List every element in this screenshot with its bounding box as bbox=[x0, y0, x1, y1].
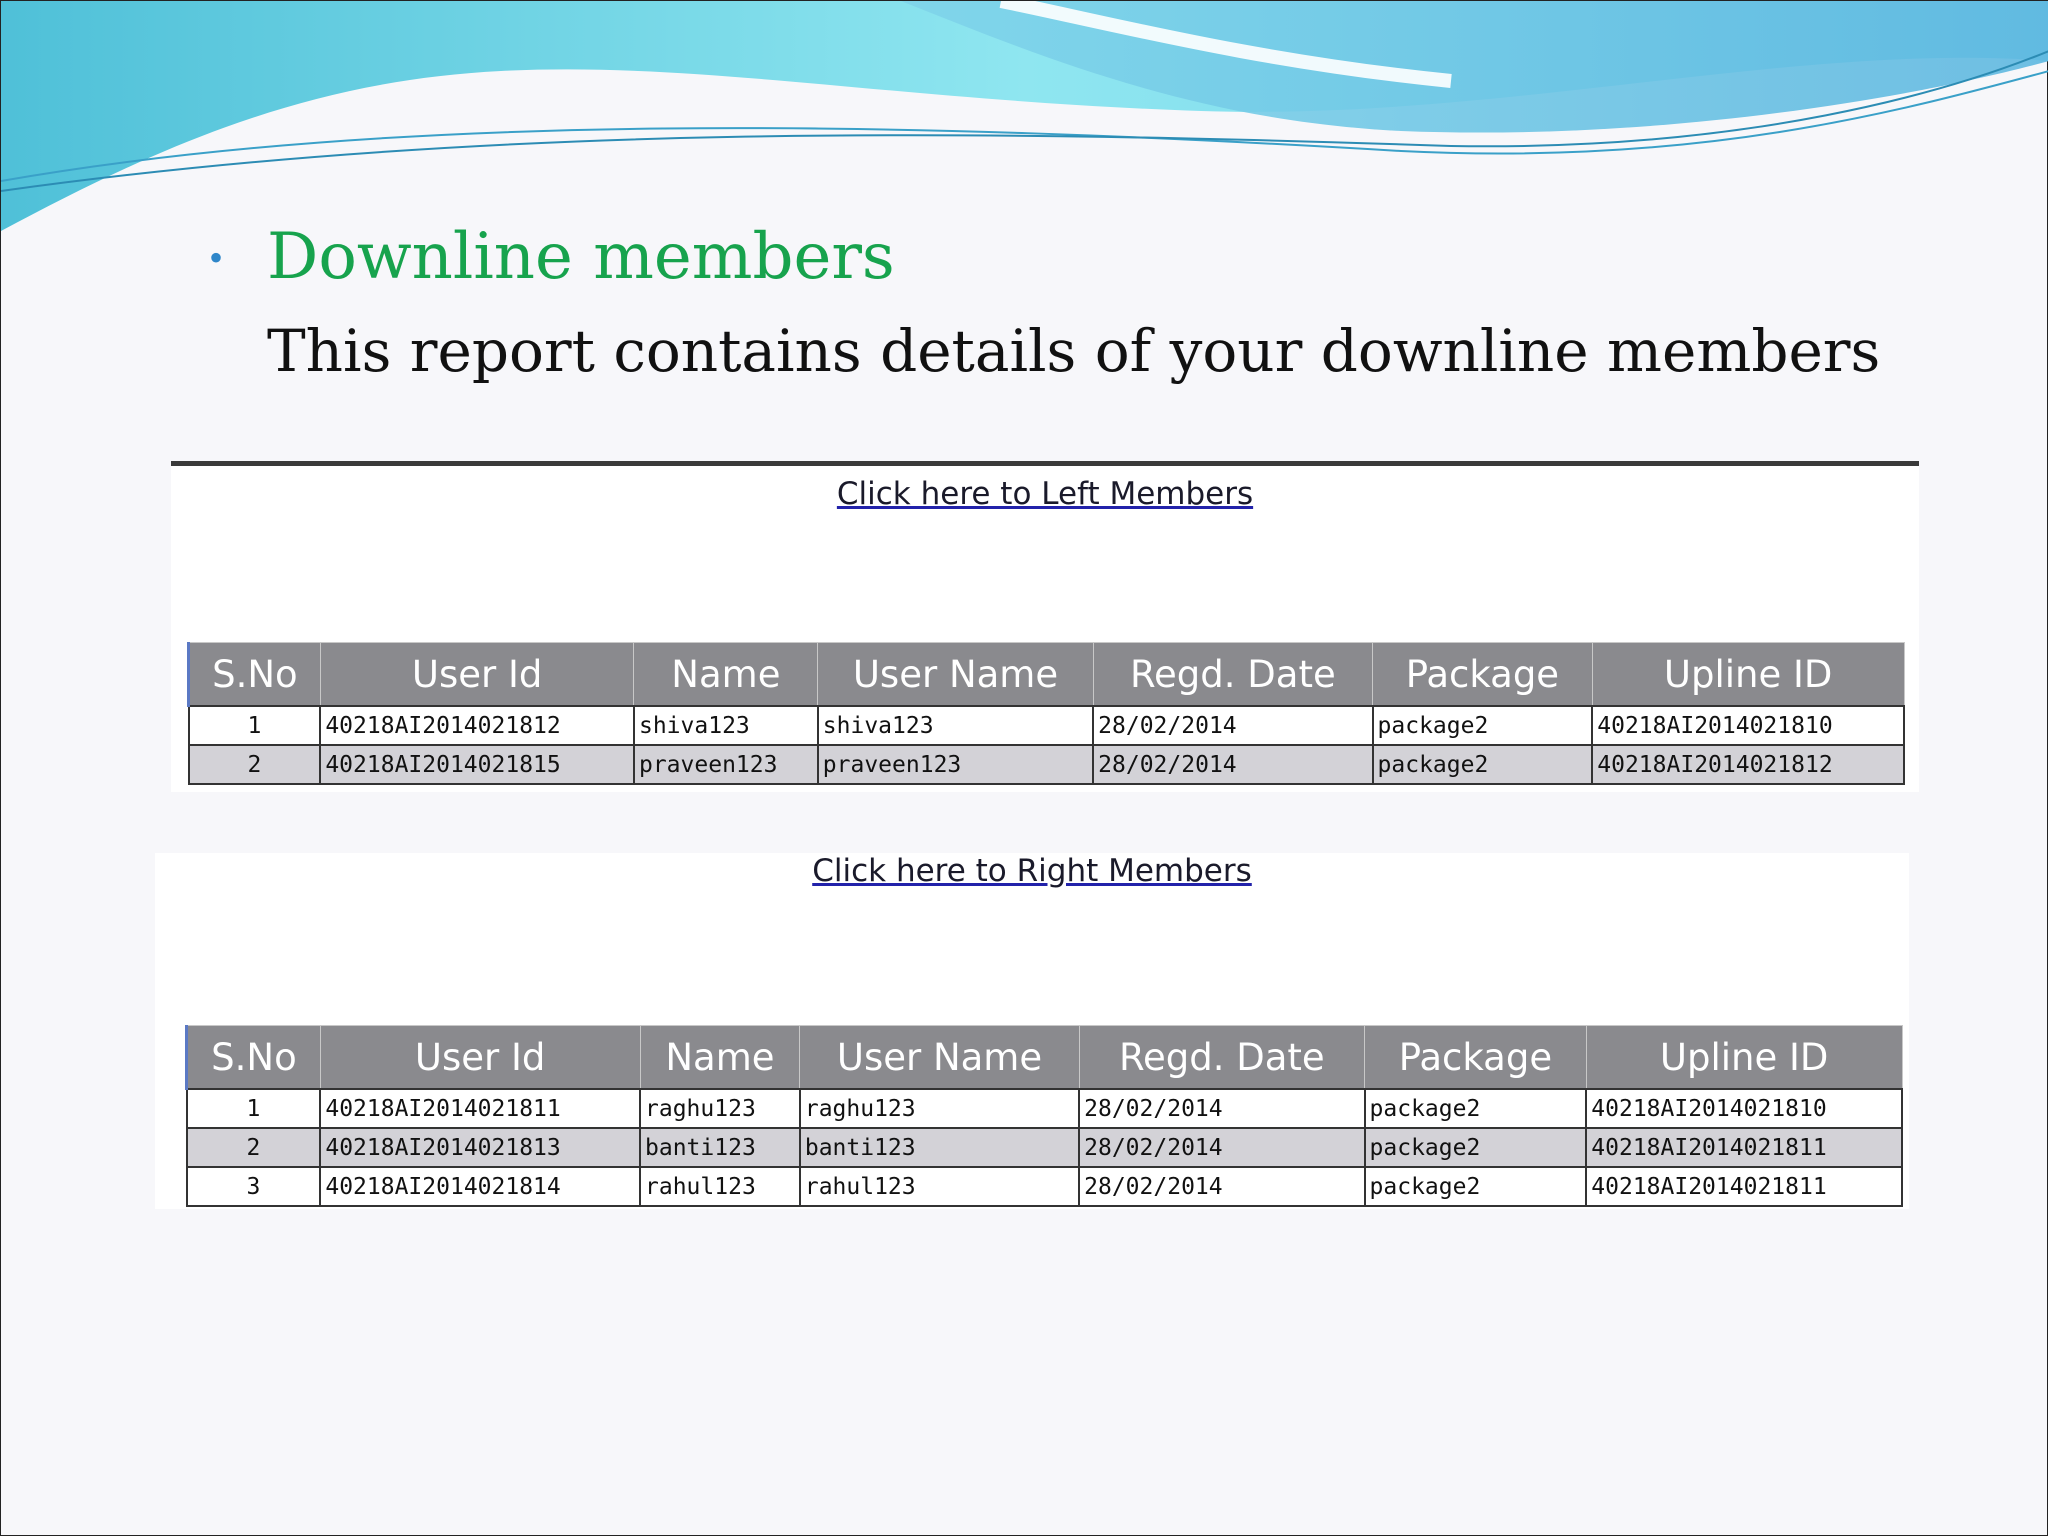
column-header: Name bbox=[640, 1026, 800, 1090]
table-cell: 40218AI2014021814 bbox=[320, 1167, 640, 1206]
column-header: Package bbox=[1365, 1026, 1587, 1090]
table-cell: praveen123 bbox=[818, 745, 1093, 784]
table-row bbox=[187, 1089, 1903, 1128]
table-cell: 40218AI2014021810 bbox=[1586, 1089, 1902, 1128]
table-cell: 2 bbox=[189, 745, 321, 784]
column-header: User Id bbox=[320, 643, 634, 707]
right-members-link[interactable]: Click here to Right Members bbox=[812, 853, 1252, 889]
table-cell: banti123 bbox=[800, 1128, 1079, 1167]
table-cell: 40218AI2014021811 bbox=[1586, 1167, 1902, 1206]
table-cell: 28/02/2014 bbox=[1079, 1128, 1364, 1167]
column-header: Name bbox=[634, 643, 818, 707]
column-header: S.No bbox=[189, 643, 321, 707]
table-cell: 40218AI2014021810 bbox=[1592, 706, 1904, 745]
table-cell: package2 bbox=[1365, 1089, 1587, 1128]
column-header: Regd. Date bbox=[1093, 643, 1372, 707]
table-cell: package2 bbox=[1365, 1128, 1587, 1167]
bullet-icon: • bbox=[209, 234, 224, 280]
column-header: Package bbox=[1373, 643, 1593, 707]
header-wave-decoration bbox=[1, 1, 2048, 241]
column-header: S.No bbox=[187, 1026, 321, 1090]
slide-subtitle: This report contains details of your downline members bbox=[267, 317, 1881, 385]
table-cell: shiva123 bbox=[634, 706, 818, 745]
slide-title: Downline members bbox=[267, 220, 895, 294]
table-cell: package2 bbox=[1365, 1167, 1587, 1206]
table-cell: banti123 bbox=[640, 1128, 800, 1167]
title-row bbox=[209, 215, 895, 299]
left-members-link[interactable]: Click here to Left Members bbox=[836, 476, 1254, 512]
table-header-row bbox=[187, 1026, 1903, 1090]
right-members-panel bbox=[155, 853, 1909, 1209]
table-cell: 28/02/2014 bbox=[1079, 1089, 1364, 1128]
table-cell: 2 bbox=[187, 1128, 321, 1167]
table-cell: praveen123 bbox=[634, 745, 818, 784]
table-cell: 40218AI2014021811 bbox=[1586, 1128, 1902, 1167]
left-members-panel bbox=[171, 461, 1919, 792]
table-cell: 28/02/2014 bbox=[1079, 1167, 1364, 1206]
table-cell: rahul123 bbox=[640, 1167, 800, 1206]
table-cell: package2 bbox=[1373, 745, 1593, 784]
column-header: User Id bbox=[320, 1026, 640, 1090]
left-members-table bbox=[187, 642, 1905, 785]
column-header: User Name bbox=[800, 1026, 1079, 1090]
table-row bbox=[189, 706, 1905, 745]
table-cell: 40218AI2014021811 bbox=[320, 1089, 640, 1128]
right-members-table bbox=[185, 1025, 1903, 1207]
table-cell: 28/02/2014 bbox=[1093, 745, 1372, 784]
column-header: Upline ID bbox=[1586, 1026, 1902, 1090]
column-header: User Name bbox=[818, 643, 1093, 707]
table-cell: 28/02/2014 bbox=[1093, 706, 1372, 745]
table-row bbox=[189, 745, 1905, 784]
table-cell: rahul123 bbox=[800, 1167, 1079, 1206]
table-cell: 40218AI2014021813 bbox=[320, 1128, 640, 1167]
column-header: Regd. Date bbox=[1079, 1026, 1364, 1090]
table-cell: 1 bbox=[189, 706, 321, 745]
table-cell: shiva123 bbox=[818, 706, 1093, 745]
column-header: Upline ID bbox=[1592, 643, 1904, 707]
table-cell: 40218AI2014021812 bbox=[320, 706, 634, 745]
table-row bbox=[187, 1167, 1903, 1206]
table-cell: package2 bbox=[1373, 706, 1593, 745]
table-header-row bbox=[189, 643, 1905, 707]
table-cell: raghu123 bbox=[640, 1089, 800, 1128]
table-cell: 1 bbox=[187, 1089, 321, 1128]
table-cell: 40218AI2014021812 bbox=[1592, 745, 1904, 784]
table-cell: 3 bbox=[187, 1167, 321, 1206]
table-cell: 40218AI2014021815 bbox=[320, 745, 634, 784]
table-cell: raghu123 bbox=[800, 1089, 1079, 1128]
table-row bbox=[187, 1128, 1903, 1167]
